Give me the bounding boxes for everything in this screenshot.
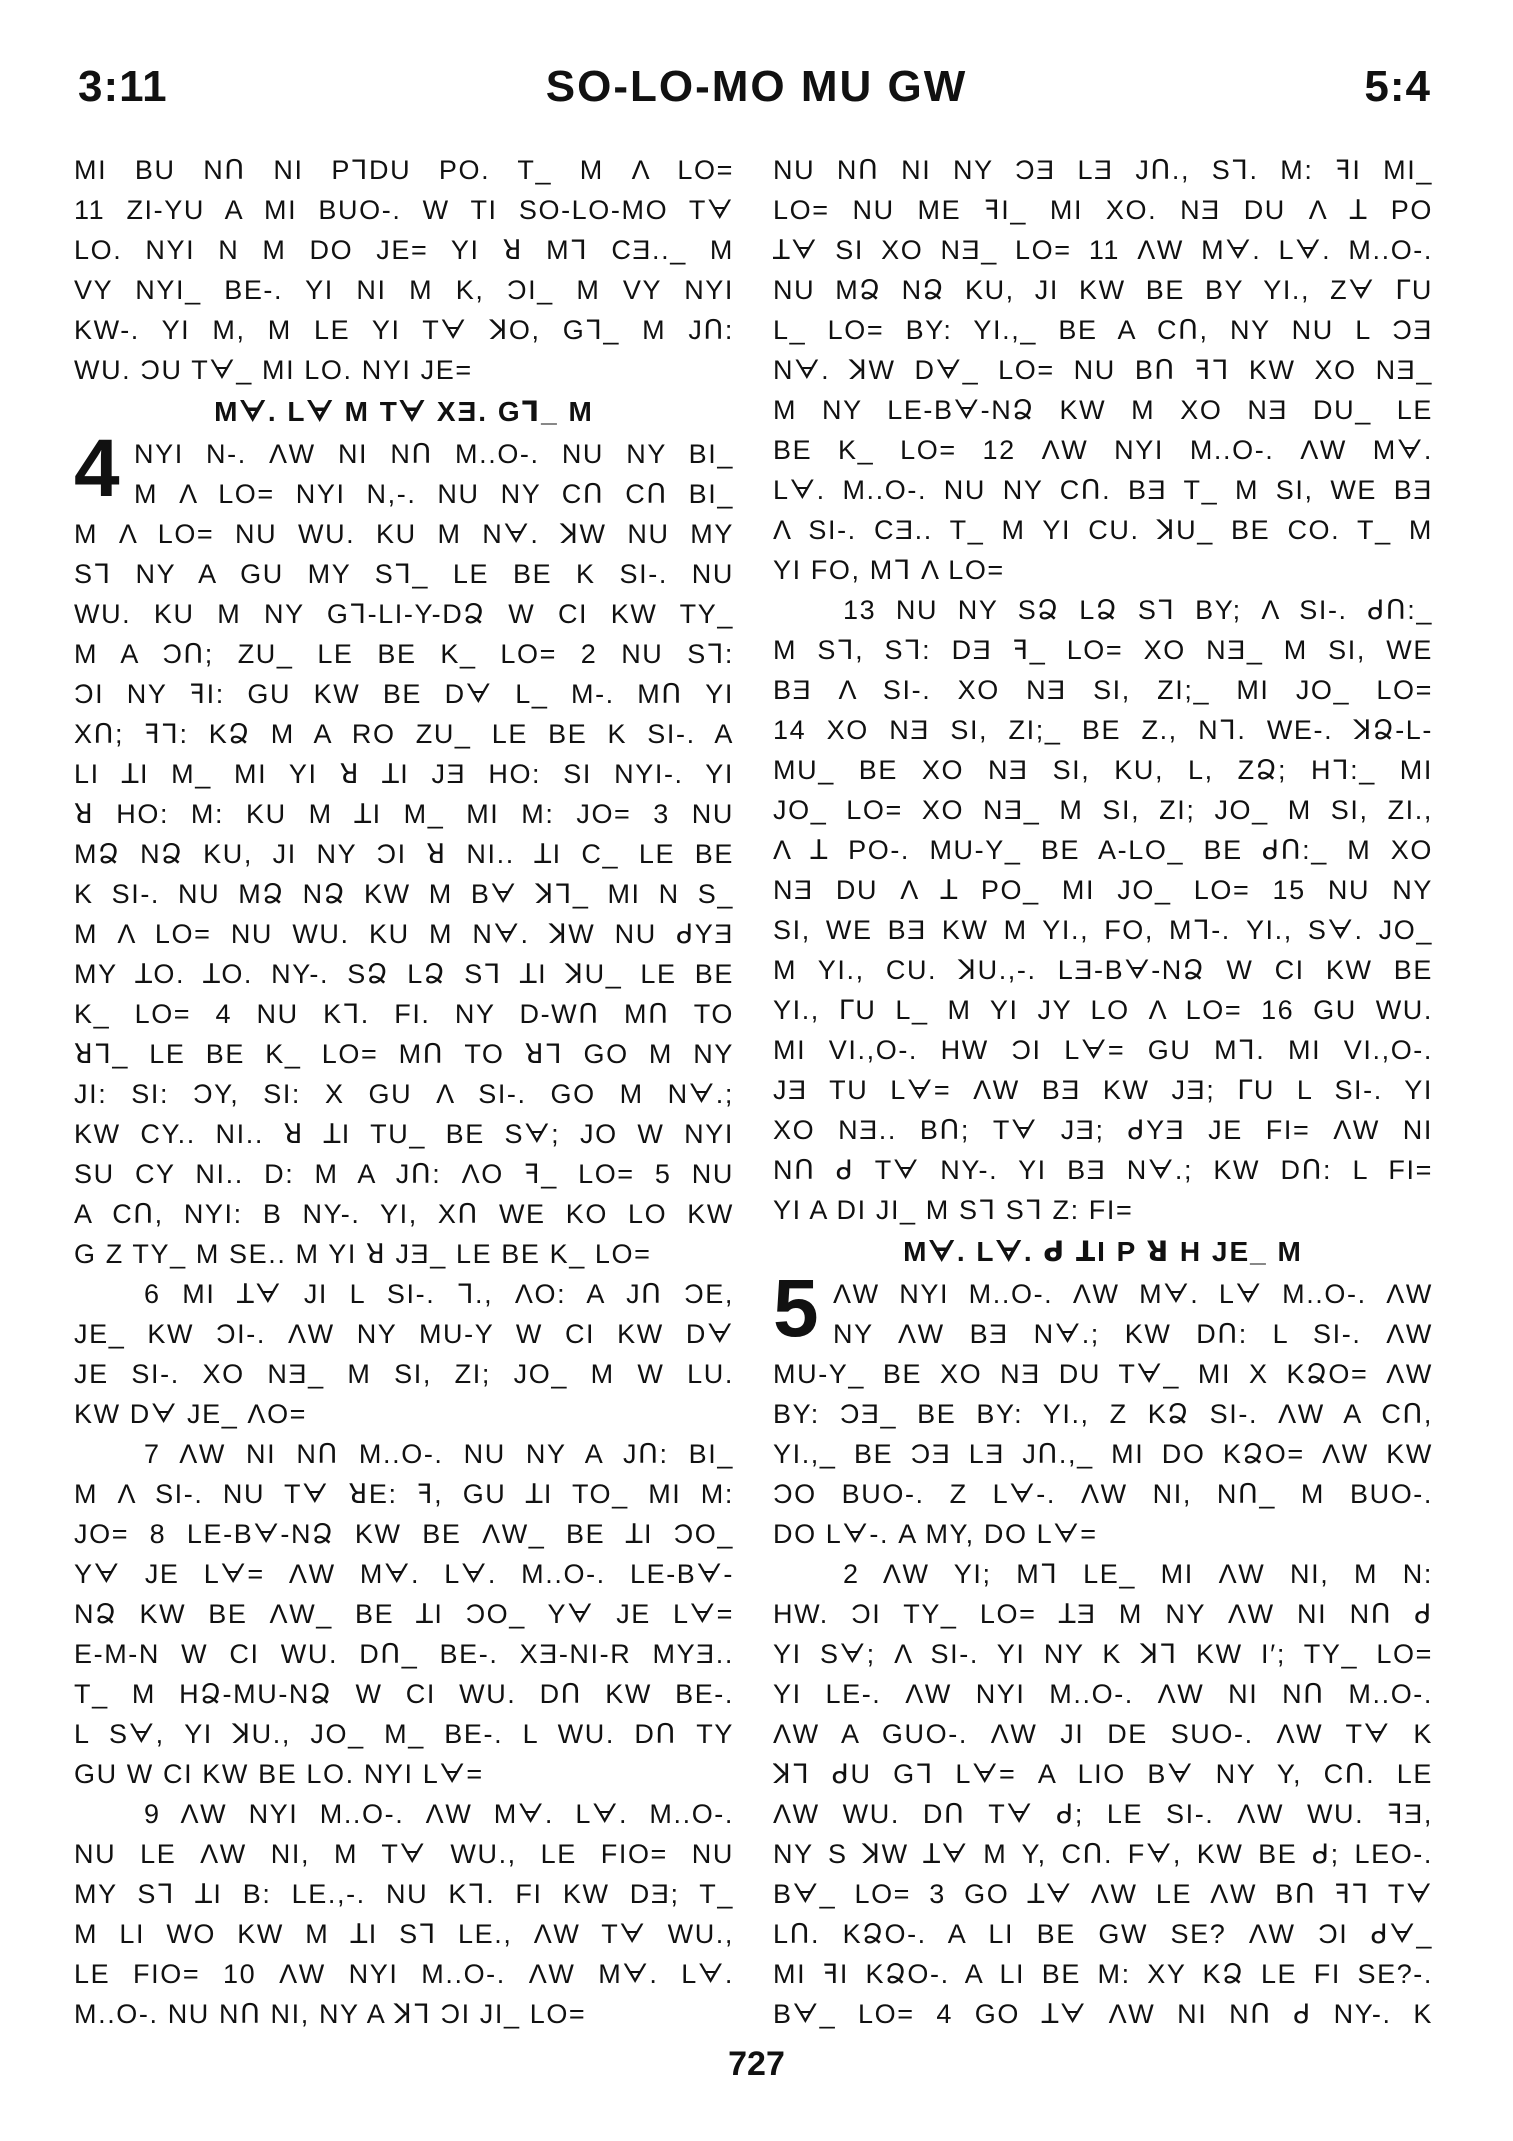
page-number: 727 xyxy=(728,2045,785,2083)
text-line: Λ ꓕ PO-. MU-Y_ BE A-LO_ BE ᑯՈ:_ M XO xyxy=(773,835,1433,865)
text-line: M YI., CU. ꓘU.,-. LƎ-Bᗄ-NՁ W CI KW BE xyxy=(773,955,1433,985)
text-line: BE K_ LO= 12 ΛW NYI M..O-. ΛW Mᗄ. xyxy=(773,435,1433,465)
text-line: NՁ KW BE ΛW_ BE ꓕI ƆO_ Yᗄ JE Lᗄ= xyxy=(74,1599,734,1629)
text-line: M..O-. NU NՈ NI, NY A ꓘᒣ ƆI JI_ LO= xyxy=(74,1999,587,2029)
text-line: WU. KU M NY Gᒣ-LI-Y-DՁ W CI KW TY_ xyxy=(74,599,734,629)
text-line: NU MՁ NՁ KU, JI KW BE BY YI., Zᗄ ᒥU xyxy=(773,275,1433,305)
text-line: KW-. YI M, M LE YI Tᗄ ꓘO, Gᒣ_ M JՈ: xyxy=(74,315,734,345)
text-line: 2 ΛW YI; Mᒣ LE_ MI ΛW NI, M N: xyxy=(843,1559,1433,1589)
text-line: Λ SI-. CƎ.. T_ M YI CU. ꓘU_ BE CO. T_ M xyxy=(773,515,1433,545)
text-line: WU. ƆU Tᗄ_ MI LO. NYI JE= xyxy=(74,355,473,385)
text-line: SU CY NI.. D: M A JՈ: ΛO ꟻ_ LO= 5 NU xyxy=(74,1159,734,1189)
text-line: M Λ LO= NU WU. KU M Nᗄ. ꓘW NU ᑯYƎ xyxy=(74,919,734,949)
text-line: K SI-. NU MՁ NՁ KW M Bᗄ ꓘᒣ_ MI N S_ xyxy=(74,879,734,909)
text-line: XO NƎ.. BՈ; Tᗄ JƎ; ᑯYƎ JE FI= ΛW NI xyxy=(773,1115,1433,1145)
text-line: 13 NU NY SՁ LՁ Sᒣ BY; Λ SI-. ᑯՈ:_ xyxy=(843,595,1433,625)
text-line: VY NYI_ BE-. YI NI M K, ƆI_ M VY NYI xyxy=(74,275,734,305)
text-line: A CՈ, NYI: B NY-. YI, XՈ WE KO LO KW xyxy=(74,1199,734,1229)
text-line: KW CY.. NI.. ꓤ ꓕI TU_ BE Sᗄ; JO W NYI xyxy=(74,1119,734,1149)
text-line: ꓤᒣ_ LE BE K_ LO= MՈ TO ꓤᒣ GO M NY xyxy=(74,1039,734,1069)
chapter-number: 5 xyxy=(773,1263,819,1354)
text-line: MU_ BE XO NƎ SI, KU, L, ZՁ; Hᒣ:_ MI xyxy=(773,755,1433,785)
text-line: NƎ DU Λ ꓕ PO_ MI JO_ LO= 15 NU NY xyxy=(773,875,1433,905)
text-line: JO_ LO= XO NƎ_ M SI, ZI; JO_ M SI, ZI., xyxy=(773,795,1433,825)
text-line: M Sᒣ, Sᒣ: DƎ ꟻ_ LO= XO NƎ_ M SI, WE xyxy=(773,635,1433,665)
text-line: 7 ΛW NI NՈ M..O-. NU NY A JՈ: BI_ xyxy=(144,1439,734,1469)
text-line: L Sᗄ, YI ꓘU., JO_ M_ BE-. L WU. DՈ TY xyxy=(74,1719,734,1749)
text-line: SI, WE BƎ KW M YI., FO, Mᒣ-. YI., Sᗄ. JO_ xyxy=(773,915,1433,945)
text-line: NU LE ΛW NI, M Tᗄ WU., LE FIO= NU xyxy=(74,1839,734,1869)
text-line: T_ M HՁ-MU-NՁ W CI WU. DՈ KW BE-. xyxy=(74,1679,734,1709)
text-line: LՈ. KՁO-. A LI BE GW SE? ΛW ƆI ᑯᗄ_ xyxy=(773,1919,1433,1949)
text-line: DO Lᗄ-. A MY, DO Lᗄ= xyxy=(773,1519,1098,1549)
text-line: M Λ LO= NYI N,-. NU NY CՈ CՈ BI_ xyxy=(134,479,734,509)
text-line: YI.,_ BE ƆƎ LƎ JՈ.,_ MI DO KՁO= ΛW KW xyxy=(773,1439,1433,1469)
verse-paragraph-2 xyxy=(773,1554,1433,2034)
text-line: MՁ NՁ KU, JI NY ƆI ꓤ NI.. ꓕI C_ LE BE xyxy=(74,839,734,869)
text-line: L_ LO= BY: YI.,_ BE A CՈ, NY NU L ƆƎ xyxy=(773,315,1433,345)
text-line: YI., ᒥU L_ M YI JY LO Λ LO= 16 GU WU. xyxy=(773,995,1433,1025)
text-line: MI VI.,O-. HW ƆI Lᗄ= GU Mᒣ. MI VI.,O-. xyxy=(773,1035,1433,1065)
text-line: XՈ; ꟻᒣ: KՁ M A RO ZU_ LE BE K SI-. A xyxy=(74,719,734,749)
text-line: BY: ƆƎ_ BE BY: YI., Z KՁ SI-. ΛW A CՈ, xyxy=(773,1399,1433,1429)
text-line: ΛW A GUO-. ΛW JI DE SUO-. ΛW Tᗄ K xyxy=(773,1719,1433,1749)
section-heading: Mᗄ. Lᗄ M Tᗄ XƎ. Gᒣ_ M xyxy=(214,396,594,427)
text-line: ꓘᒣ ᑯU Gᒣ Lᗄ= A LIO Bᗄ NY Y, CՈ. LE xyxy=(773,1759,1433,1789)
left-column xyxy=(74,150,734,2034)
text-line: Bᗄ_ LO= 3 GO ꓕᗄ ΛW LE ΛW BՈ ꟻᒣ Tᗄ xyxy=(773,1879,1433,1909)
text-line: LE FIO= 10 ΛW NYI M..O-. ΛW Mᗄ. Lᗄ. xyxy=(74,1959,734,1989)
text-line: NY S ꓘW ꓕᗄ M Y, CՈ. Fᗄ, KW BE ᑯ; LEO-. xyxy=(773,1839,1433,1869)
text-line: GU W CI KW BE LO. NYI Lᗄ= xyxy=(74,1759,484,1789)
text-line: MY Sᒣ ꓕI B: LE.,-. NU Kᒣ. FI KW DƎ; T_ xyxy=(74,1879,734,1909)
text-line: MI ꟻI KՁO-. A LI BE M: XY KՁ LE FI SE?-. xyxy=(773,1959,1433,1989)
text-line: JI: SI: ƆY, SI: X GU Λ SI-. GO M Nᗄ.; xyxy=(74,1079,734,1109)
section-heading: Mᗄ. Lᗄ. ᑯ ꓕI P ꓤ H JE_ M xyxy=(903,1236,1303,1267)
chapter-4-opening xyxy=(74,423,734,514)
right-opening-text xyxy=(773,150,1433,590)
text-line: 11 ZI-YU A MI BUO-. W TI SO-LO-MO Tᗄ xyxy=(74,195,734,225)
verse-paragraph-9 xyxy=(74,1794,734,2034)
text-line: JƎ TU Lᗄ= ΛW BƎ KW JƎ; ᒥU L SI-. YI xyxy=(773,1075,1433,1105)
text-line: 14 XO NƎ SI, ZI;_ BE Z., Nᒣ. WE-. ꓘՁ-L- xyxy=(773,715,1433,745)
text-line: NY ΛW BƎ Nᗄ.; KW DՈ: L SI-. ΛW xyxy=(833,1319,1433,1349)
header-chapter-verse-start: 3:11 xyxy=(78,62,168,111)
text-line: NՈ ᑯ Tᗄ NY-. YI BƎ Nᗄ.; KW DՈ: L FI= xyxy=(773,1155,1433,1185)
running-header xyxy=(0,62,1513,122)
text-line: ꓤ HO: M: KU M ꓕI M_ MI M: JO= 3 NU xyxy=(74,799,734,829)
text-line: YI FO, Mᒣ Λ LO= xyxy=(773,555,1005,585)
right-body-text xyxy=(773,1354,1433,1554)
chapter-number: 4 xyxy=(74,423,120,514)
text-line: 9 ΛW NYI M..O-. ΛW Mᗄ. Lᗄ. M..O-. xyxy=(144,1799,734,1829)
text-line: K_ LO= 4 NU Kᒣ. FI. NY D-WՈ MՈ TO xyxy=(74,999,734,1029)
verse-paragraph-13 xyxy=(773,590,1433,1230)
text-line: YI A DI JI_ M Sᒣ Sᒣ Z: FI= xyxy=(773,1195,1134,1225)
chapter-5-opening xyxy=(773,1263,1433,1354)
text-line: MY ꓕO. ꓕO. NY-. SՁ LՁ Sᒣ ꓕI ꓘU_ LE BE xyxy=(74,959,734,989)
text-line: JO= 8 LE-Bᗄ-NՁ KW BE ΛW_ BE ꓕI ƆO_ xyxy=(74,1519,734,1549)
left-opening-text xyxy=(74,150,734,390)
text-line: Lᗄ. M..O-. NU NY CՈ. BƎ T_ M SI, WE BƎ xyxy=(773,475,1433,505)
text-line: JE SI-. XO NƎ_ M SI, ZI; JO_ M W LU. xyxy=(74,1359,734,1389)
text-line: M A ƆՈ; ZU_ LE BE K_ LO= 2 NU Sᒣ: xyxy=(74,639,734,669)
text-line: ΛW NYI M..O-. ΛW Mᗄ. Lᗄ M..O-. ΛW xyxy=(833,1279,1433,1309)
text-line: YI LE-. ΛW NYI M..O-. ΛW NI NՈ M..O-. xyxy=(773,1679,1433,1709)
text-line: ꓕᗄ SI XO NƎ_ LO= 11 ΛW Mᗄ. Lᗄ. M..O-. xyxy=(773,235,1433,265)
left-body-text xyxy=(74,514,734,1274)
text-line: Yᗄ JE Lᗄ= ΛW Mᗄ. Lᗄ. M..O-. LE-Bᗄ- xyxy=(74,1559,734,1589)
text-line: Nᗄ. ꓘW Dᗄ_ LO= NU BՈ ꟻᒣ KW XO NƎ_ xyxy=(773,355,1433,385)
text-line: G Z TY_ M SE.. M YI ꓤ JƎ_ LE BE K_ LO= xyxy=(74,1239,652,1269)
right-column xyxy=(773,150,1433,2034)
text-line: M Λ SI-. NU Tᗄ ꓤE: ꟻ, GU ꓕI TO_ MI M: xyxy=(74,1479,734,1509)
text-line: LI ꓕI M_ MI YI ꓤ ꓕI JƎ HO: SI NYI-. YI xyxy=(74,759,734,789)
verse-paragraph-7 xyxy=(74,1434,734,1794)
text-line: KW Dᗄ JE_ ΛO= xyxy=(74,1399,308,1429)
text-line: M Λ LO= NU WU. KU M Nᗄ. ꓘW NU MY xyxy=(74,519,734,549)
text-line: NU NՈ NI NY ƆƎ LƎ JՈ., Sᒣ. M: ꟻI MI_ xyxy=(773,155,1433,185)
verse-paragraph-6 xyxy=(74,1274,734,1434)
text-line: Sᒣ NY A GU MY Sᒣ_ LE BE K SI-. NU xyxy=(74,559,734,589)
text-line: ƆI NY ꟻI: GU KW BE Dᗄ L_ M-. MՈ YI xyxy=(74,679,734,709)
text-line: M LI WO KW M ꓕI Sᒣ LE., ΛW Tᗄ WU., xyxy=(74,1919,734,1949)
text-line: E-M-N W CI WU. DՈ_ BE-. XƎ-NI-R MYƎ.. xyxy=(74,1639,734,1669)
text-line: JE_ KW ƆI-. ΛW NY MU-Y W CI KW Dᗄ xyxy=(74,1319,734,1349)
text-line: MU-Y_ BE XO NƎ DU Tᗄ_ MI X KՁO= ΛW xyxy=(773,1359,1433,1389)
text-line: HW. ƆI TY_ LO= ꓕƎ M NY ΛW NI NՈ ᑯ xyxy=(773,1599,1433,1629)
text-line: ΛW WU. DՈ Tᗄ ᑯ; LE SI-. ΛW WU. ꟻƎ, xyxy=(773,1799,1433,1829)
text-line: BƎ Λ SI-. XO NƎ SI, ZI;_ MI JO_ LO= xyxy=(773,675,1433,705)
header-chapter-verse-end: 5:4 xyxy=(1364,62,1431,111)
text-line: 6 MI ꓕᗄ JI L SI-. ᒣ., ΛO: A JՈ ƆE, xyxy=(144,1279,734,1309)
header-book-title: SO-LO-MO MU GW xyxy=(545,62,968,111)
text-line: ƆO BUO-. Z Lᗄ-. ΛW NI, NՈ_ M BUO-. xyxy=(773,1479,1433,1509)
text-line: Bᗄ_ LO= 4 GO ꓕᗄ ΛW NI NՈ ᑯ NY-. K xyxy=(773,1999,1433,2029)
text-line: LO= NU ME ꟻI_ MI XO. NƎ DU Λ ꓕ PO xyxy=(773,195,1433,225)
text-line: YI Sᗄ; Λ SI-. YI NY K ꓘᒣ KW I′; TY_ LO= xyxy=(773,1639,1433,1669)
text-line: NYI N-. ΛW NI NՈ M..O-. NU NY BI_ xyxy=(134,439,734,469)
text-line: LO. NYI N M DO JE= YI ꓤ Mᒣ CƎ.._ M xyxy=(74,235,734,265)
text-line: M NY LE-Bᗄ-NՁ KW M XO NƎ DU_ LE xyxy=(773,395,1433,425)
text-line: MI BU NՈ NI PᒣDU PO. T_ M Λ LO= xyxy=(74,155,734,185)
